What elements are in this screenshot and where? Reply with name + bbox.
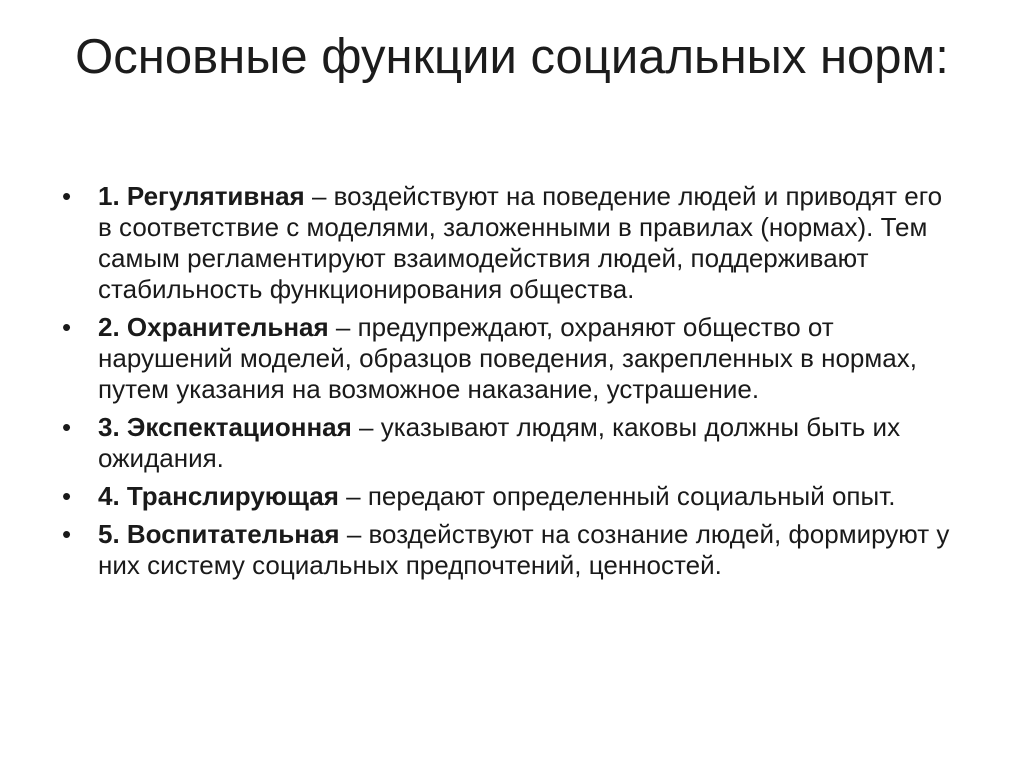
bullet-icon: • [62, 312, 72, 342]
function-term: 3. Экспектационная [98, 412, 352, 442]
function-term: 5. Воспитательная [98, 519, 340, 549]
bullet-icon: • [62, 519, 72, 549]
list-item [62, 481, 962, 512]
function-term: 1. Регулятивная [98, 181, 305, 211]
function-description: – указывают людям, каковы должны быть их ожидания. [98, 412, 901, 473]
function-term: 4. Транслирующая [98, 481, 339, 511]
function-description: – передают определенный социальный опыт. [338, 481, 896, 511]
function-description: – воздействуют на сознание людей, формируют у них систему социальных предпочтений, ценностей. [98, 519, 950, 580]
functions-list [62, 181, 962, 588]
list-item [62, 412, 962, 474]
function-term: 2. Охранительная [98, 312, 329, 342]
function-description: – воздействуют на поведение людей и приводят его в соответствие с моделями, заложенными в правилах (нормах). Тем самым регламентируют взаимодействия людей, поддерживают стабильность функционирования общества. [98, 181, 943, 304]
bullet-icon: • [62, 181, 72, 211]
bullet-icon: • [62, 412, 72, 442]
list-item [62, 312, 962, 405]
list-item [62, 181, 962, 305]
slide-title: Основные функции социальных норм: [75, 30, 949, 84]
list-item [62, 519, 962, 581]
bullet-icon: • [62, 481, 72, 511]
function-description: – предупреждают, охраняют общество от нарушений моделей, образцов поведения, закрепленных в нормах, путем указания на возможное наказание, устрашение. [98, 312, 917, 404]
